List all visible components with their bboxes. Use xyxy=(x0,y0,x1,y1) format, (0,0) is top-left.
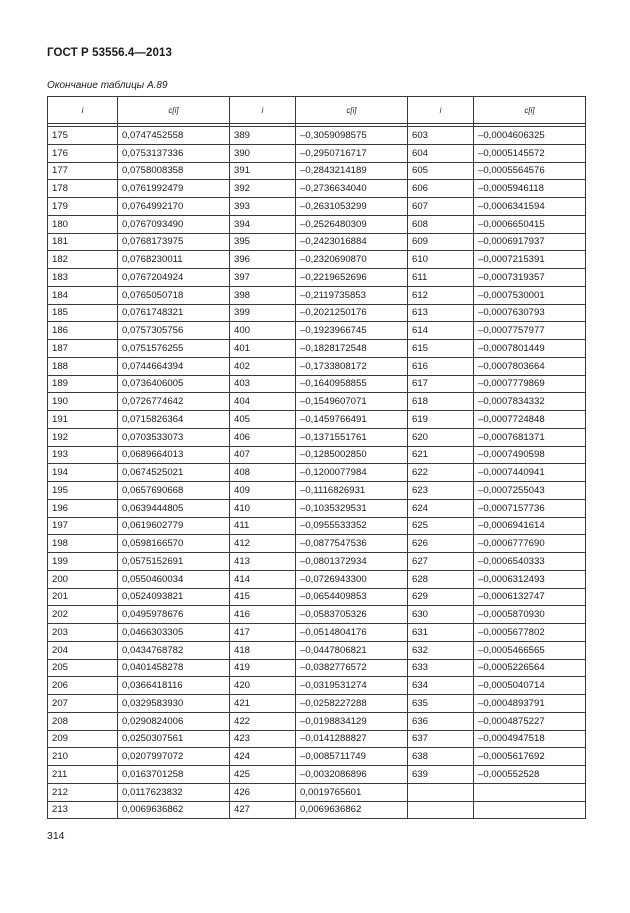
cell-ci-3: –0,0007724848 xyxy=(474,411,586,429)
cell-i-3 xyxy=(408,783,474,801)
cell-i-3: 629 xyxy=(408,588,474,606)
cell-i-2: 419 xyxy=(230,659,296,677)
cell-ci-3: –0,0004606325 xyxy=(474,127,586,145)
cell-ci-1: 0,0767204924 xyxy=(118,269,230,287)
header-ci-1: c[i] xyxy=(118,97,230,124)
cell-ci-1: 0,0715826364 xyxy=(118,411,230,429)
cell-i-2: 409 xyxy=(230,482,296,500)
cell-ci-2: –0,1640958855 xyxy=(296,375,408,393)
cell-ci-3: –0,0005466565 xyxy=(474,641,586,659)
cell-i-1: 209 xyxy=(48,730,118,748)
cell-ci-1: 0,0117623832 xyxy=(118,783,230,801)
page-number: 314 xyxy=(47,830,65,842)
cell-ci-2: –0,2021250176 xyxy=(296,304,408,322)
table-row xyxy=(48,340,586,358)
cell-ci-3: –0,0005677802 xyxy=(474,624,586,642)
cell-ci-3: –0,0006650415 xyxy=(474,215,586,233)
cell-ci-3: –0,0006917937 xyxy=(474,233,586,251)
cell-i-1: 192 xyxy=(48,428,118,446)
cell-ci-1: 0,0751576255 xyxy=(118,340,230,358)
cell-i-2: 411 xyxy=(230,517,296,535)
cell-i-1: 212 xyxy=(48,783,118,801)
table-row xyxy=(48,606,586,624)
table-row xyxy=(48,570,586,588)
cell-ci-2: –0,1200077984 xyxy=(296,464,408,482)
cell-ci-3: –0,0005145572 xyxy=(474,144,586,162)
cell-i-3: 614 xyxy=(408,322,474,340)
cell-i-3: 633 xyxy=(408,659,474,677)
cell-ci-1: 0,0366418116 xyxy=(118,677,230,695)
table-row xyxy=(48,677,586,695)
cell-ci-3: –0,0005040714 xyxy=(474,677,586,695)
cell-ci-1: 0,0290824006 xyxy=(118,712,230,730)
cell-i-3: 637 xyxy=(408,730,474,748)
cell-ci-1: 0,0639444805 xyxy=(118,499,230,517)
cell-i-2: 415 xyxy=(230,588,296,606)
cell-ci-3: –0,0007157736 xyxy=(474,499,586,517)
cell-ci-2: –0,2631053299 xyxy=(296,198,408,216)
cell-ci-2: –0,0447806821 xyxy=(296,641,408,659)
cell-ci-2: –0,1459766491 xyxy=(296,411,408,429)
cell-ci-2: –0,0032086896 xyxy=(296,766,408,784)
cell-ci-1: 0,0689664013 xyxy=(118,446,230,464)
cell-i-2: 397 xyxy=(230,269,296,287)
cell-ci-3: –0,0005564576 xyxy=(474,162,586,180)
table-row xyxy=(48,233,586,251)
cell-i-1: 184 xyxy=(48,286,118,304)
table-row xyxy=(48,304,586,322)
table-row xyxy=(48,695,586,713)
cell-i-1: 195 xyxy=(48,482,118,500)
cell-ci-2: –0,2119735853 xyxy=(296,286,408,304)
cell-ci-3: –0,0004875227 xyxy=(474,712,586,730)
cell-ci-1: 0,0744664394 xyxy=(118,357,230,375)
cell-i-2: 408 xyxy=(230,464,296,482)
cell-ci-2: 0,0069636862 xyxy=(296,801,408,819)
table-row xyxy=(48,553,586,571)
cell-ci-2: –0,2219652696 xyxy=(296,269,408,287)
cell-i-2: 402 xyxy=(230,357,296,375)
cell-i-2: 417 xyxy=(230,624,296,642)
cell-i-3: 617 xyxy=(408,375,474,393)
cell-ci-3: –0,0006941614 xyxy=(474,517,586,535)
cell-ci-1: 0,0758008358 xyxy=(118,162,230,180)
table-row xyxy=(48,464,586,482)
cell-ci-2: –0,2736634040 xyxy=(296,180,408,198)
header-i-3: i xyxy=(408,97,474,124)
cell-ci-3: –0,0007801449 xyxy=(474,340,586,358)
cell-ci-2: –0,0258227288 xyxy=(296,695,408,713)
cell-i-2: 423 xyxy=(230,730,296,748)
cell-ci-1: 0,0401458278 xyxy=(118,659,230,677)
cell-ci-1: 0,0736406005 xyxy=(118,375,230,393)
cell-i-1: 205 xyxy=(48,659,118,677)
cell-ci-2: –0,1371551761 xyxy=(296,428,408,446)
table-row xyxy=(48,783,586,801)
cell-i-2: 392 xyxy=(230,180,296,198)
cell-i-3: 607 xyxy=(408,198,474,216)
table-row xyxy=(48,269,586,287)
cell-ci-2: –0,2526480309 xyxy=(296,215,408,233)
cell-i-3: 639 xyxy=(408,766,474,784)
coefficients-table xyxy=(47,96,586,819)
cell-i-3: 605 xyxy=(408,162,474,180)
cell-i-3: 606 xyxy=(408,180,474,198)
cell-i-3: 610 xyxy=(408,251,474,269)
cell-i-1: 201 xyxy=(48,588,118,606)
cell-ci-3: –0,0007779869 xyxy=(474,375,586,393)
cell-i-1: 210 xyxy=(48,748,118,766)
cell-i-3: 603 xyxy=(408,127,474,145)
table-row xyxy=(48,517,586,535)
cell-i-1: 202 xyxy=(48,606,118,624)
cell-ci-1: 0,0657690668 xyxy=(118,482,230,500)
cell-i-2: 427 xyxy=(230,801,296,819)
cell-ci-3: –0,000552528 xyxy=(474,766,586,784)
table-row xyxy=(48,411,586,429)
cell-ci-1: 0,0550460034 xyxy=(118,570,230,588)
cell-i-3: 618 xyxy=(408,393,474,411)
cell-i-1: 203 xyxy=(48,624,118,642)
cell-ci-2: –0,1549607071 xyxy=(296,393,408,411)
cell-i-3: 634 xyxy=(408,677,474,695)
cell-ci-2: –0,2843214189 xyxy=(296,162,408,180)
table-row xyxy=(48,428,586,446)
cell-ci-2: 0,0019765601 xyxy=(296,783,408,801)
cell-ci-2: –0,0319531274 xyxy=(296,677,408,695)
cell-i-1: 204 xyxy=(48,641,118,659)
cell-i-3: 632 xyxy=(408,641,474,659)
cell-i-1: 186 xyxy=(48,322,118,340)
cell-i-2: 420 xyxy=(230,677,296,695)
cell-ci-2: –0,2950716717 xyxy=(296,144,408,162)
cell-i-2: 413 xyxy=(230,553,296,571)
cell-i-1: 187 xyxy=(48,340,118,358)
cell-i-2: 396 xyxy=(230,251,296,269)
cell-i-1: 200 xyxy=(48,570,118,588)
cell-i-2: 426 xyxy=(230,783,296,801)
cell-i-2: 422 xyxy=(230,712,296,730)
cell-ci-3: –0,0006540333 xyxy=(474,553,586,571)
cell-i-3: 638 xyxy=(408,748,474,766)
cell-i-3: 609 xyxy=(408,233,474,251)
table-row xyxy=(48,251,586,269)
cell-i-3: 611 xyxy=(408,269,474,287)
table-row xyxy=(48,641,586,659)
cell-ci-2: –0,0382776572 xyxy=(296,659,408,677)
cell-ci-1: 0,0619602779 xyxy=(118,517,230,535)
cell-ci-1: 0,0466303305 xyxy=(118,624,230,642)
cell-i-3: 624 xyxy=(408,499,474,517)
cell-ci-1: 0,0524093821 xyxy=(118,588,230,606)
cell-ci-3: –0,0006132747 xyxy=(474,588,586,606)
cell-i-1: 181 xyxy=(48,233,118,251)
cell-i-1: 193 xyxy=(48,446,118,464)
cell-ci-1: 0,0768230011 xyxy=(118,251,230,269)
cell-ci-2: –0,1285002850 xyxy=(296,446,408,464)
cell-ci-2: –0,1828172548 xyxy=(296,340,408,358)
cell-i-2: 391 xyxy=(230,162,296,180)
cell-ci-1: 0,0703533073 xyxy=(118,428,230,446)
table-row xyxy=(48,482,586,500)
cell-ci-3: –0,0004947518 xyxy=(474,730,586,748)
cell-i-2: 412 xyxy=(230,535,296,553)
cell-i-3: 608 xyxy=(408,215,474,233)
cell-ci-1: 0,0575152691 xyxy=(118,553,230,571)
cell-i-3: 626 xyxy=(408,535,474,553)
cell-i-2: 407 xyxy=(230,446,296,464)
cell-ci-1: 0,0761748321 xyxy=(118,304,230,322)
cell-ci-2: –0,0198834129 xyxy=(296,712,408,730)
cell-ci-3: –0,0005870930 xyxy=(474,606,586,624)
table-row xyxy=(48,180,586,198)
cell-i-1: 175 xyxy=(48,127,118,145)
cell-i-2: 405 xyxy=(230,411,296,429)
cell-i-2: 390 xyxy=(230,144,296,162)
cell-ci-1: 0,0765050718 xyxy=(118,286,230,304)
cell-ci-2: –0,0955533352 xyxy=(296,517,408,535)
cell-ci-3: –0,0005226564 xyxy=(474,659,586,677)
cell-i-1: 190 xyxy=(48,393,118,411)
table-row xyxy=(48,393,586,411)
table-row xyxy=(48,375,586,393)
cell-i-1: 178 xyxy=(48,180,118,198)
cell-ci-1: 0,0761992479 xyxy=(118,180,230,198)
cell-ci-3: –0,0007630793 xyxy=(474,304,586,322)
cell-i-3: 635 xyxy=(408,695,474,713)
cell-i-3: 628 xyxy=(408,570,474,588)
cell-i-2: 421 xyxy=(230,695,296,713)
cell-i-3: 622 xyxy=(408,464,474,482)
cell-i-3: 627 xyxy=(408,553,474,571)
cell-ci-3: –0,0007255043 xyxy=(474,482,586,500)
cell-ci-3: –0,0007803664 xyxy=(474,357,586,375)
table-row xyxy=(48,446,586,464)
cell-i-2: 401 xyxy=(230,340,296,358)
table-row xyxy=(48,659,586,677)
header-i-2: i xyxy=(230,97,296,124)
table-row xyxy=(48,748,586,766)
table-row xyxy=(48,712,586,730)
cell-ci-1: 0,0764992170 xyxy=(118,198,230,216)
cell-ci-2: –0,0654409853 xyxy=(296,588,408,606)
cell-i-3: 612 xyxy=(408,286,474,304)
table-row xyxy=(48,499,586,517)
cell-i-1: 199 xyxy=(48,553,118,571)
cell-i-3: 623 xyxy=(408,482,474,500)
header-i-1: i xyxy=(48,97,118,124)
table-row xyxy=(48,357,586,375)
cell-ci-2: –0,0085711749 xyxy=(296,748,408,766)
cell-ci-1: 0,0598166570 xyxy=(118,535,230,553)
table-row xyxy=(48,588,586,606)
cell-i-1: 198 xyxy=(48,535,118,553)
cell-ci-2: –0,2320690870 xyxy=(296,251,408,269)
cell-i-1: 183 xyxy=(48,269,118,287)
cell-ci-1: 0,0434768782 xyxy=(118,641,230,659)
table-row xyxy=(48,198,586,216)
cell-i-1: 188 xyxy=(48,357,118,375)
cell-i-2: 418 xyxy=(230,641,296,659)
cell-i-2: 399 xyxy=(230,304,296,322)
cell-ci-1: 0,0753137336 xyxy=(118,144,230,162)
cell-i-2: 400 xyxy=(230,322,296,340)
cell-ci-2: –0,0514804176 xyxy=(296,624,408,642)
table-row xyxy=(48,215,586,233)
cell-i-2: 395 xyxy=(230,233,296,251)
cell-i-2: 424 xyxy=(230,748,296,766)
cell-ci-3: –0,0004893791 xyxy=(474,695,586,713)
cell-ci-1: 0,0163701258 xyxy=(118,766,230,784)
cell-i-3 xyxy=(408,801,474,819)
document-header: ГОСТ Р 53556.4—2013 xyxy=(47,47,172,59)
cell-i-1: 189 xyxy=(48,375,118,393)
cell-ci-3: –0,0006341594 xyxy=(474,198,586,216)
cell-ci-2: –0,3059098575 xyxy=(296,127,408,145)
table-row xyxy=(48,766,586,784)
cell-i-2: 404 xyxy=(230,393,296,411)
cell-ci-1: 0,0250307561 xyxy=(118,730,230,748)
table-header-row xyxy=(48,97,586,124)
cell-ci-2: –0,1116826931 xyxy=(296,482,408,500)
cell-i-3: 621 xyxy=(408,446,474,464)
cell-ci-2: –0,0726943300 xyxy=(296,570,408,588)
cell-i-1: 211 xyxy=(48,766,118,784)
cell-ci-2: –0,1733808172 xyxy=(296,357,408,375)
cell-i-1: 208 xyxy=(48,712,118,730)
cell-ci-3: –0,0007530001 xyxy=(474,286,586,304)
cell-i-1: 176 xyxy=(48,144,118,162)
table-row xyxy=(48,127,586,145)
table-row xyxy=(48,624,586,642)
cell-i-2: 425 xyxy=(230,766,296,784)
table-row xyxy=(48,801,586,819)
header-ci-3: c[i] xyxy=(474,97,586,124)
cell-i-2: 416 xyxy=(230,606,296,624)
table-row xyxy=(48,144,586,162)
cell-ci-3: –0,0007440941 xyxy=(474,464,586,482)
cell-ci-3: –0,0007215391 xyxy=(474,251,586,269)
cell-i-1: 194 xyxy=(48,464,118,482)
cell-i-1: 213 xyxy=(48,801,118,819)
cell-ci-1: 0,0768173975 xyxy=(118,233,230,251)
cell-i-2: 406 xyxy=(230,428,296,446)
cell-ci-2: –0,0801372934 xyxy=(296,553,408,571)
table-row xyxy=(48,730,586,748)
cell-i-3: 615 xyxy=(408,340,474,358)
cell-i-2: 393 xyxy=(230,198,296,216)
cell-i-1: 185 xyxy=(48,304,118,322)
cell-i-3: 620 xyxy=(408,428,474,446)
cell-ci-1: 0,0726774642 xyxy=(118,393,230,411)
cell-ci-1: 0,0757305756 xyxy=(118,322,230,340)
cell-i-3: 619 xyxy=(408,411,474,429)
cell-ci-1: 0,0747452558 xyxy=(118,127,230,145)
cell-ci-1: 0,0069636862 xyxy=(118,801,230,819)
cell-ci-2: –0,1923966745 xyxy=(296,322,408,340)
cell-ci-3: –0,0007681371 xyxy=(474,428,586,446)
cell-ci-1: 0,0329583930 xyxy=(118,695,230,713)
cell-i-2: 389 xyxy=(230,127,296,145)
cell-i-3: 625 xyxy=(408,517,474,535)
table-row xyxy=(48,162,586,180)
cell-i-1: 196 xyxy=(48,499,118,517)
cell-i-2: 403 xyxy=(230,375,296,393)
cell-ci-3: –0,0007834332 xyxy=(474,393,586,411)
cell-i-1: 207 xyxy=(48,695,118,713)
cell-ci-1: 0,0495978676 xyxy=(118,606,230,624)
cell-i-1: 179 xyxy=(48,198,118,216)
cell-i-3: 631 xyxy=(408,624,474,642)
cell-i-1: 182 xyxy=(48,251,118,269)
cell-i-1: 191 xyxy=(48,411,118,429)
cell-ci-3: –0,0005617692 xyxy=(474,748,586,766)
cell-i-1: 177 xyxy=(48,162,118,180)
cell-i-3: 636 xyxy=(408,712,474,730)
cell-ci-3: –0,0006312493 xyxy=(474,570,586,588)
cell-i-1: 197 xyxy=(48,517,118,535)
cell-ci-2: –0,0583705326 xyxy=(296,606,408,624)
cell-ci-2: –0,0877547536 xyxy=(296,535,408,553)
cell-ci-3: –0,0007319357 xyxy=(474,269,586,287)
cell-i-2: 398 xyxy=(230,286,296,304)
cell-i-3: 630 xyxy=(408,606,474,624)
table-row xyxy=(48,286,586,304)
cell-i-1: 206 xyxy=(48,677,118,695)
cell-i-3: 616 xyxy=(408,357,474,375)
cell-ci-3 xyxy=(474,783,586,801)
cell-i-3: 613 xyxy=(408,304,474,322)
cell-ci-3 xyxy=(474,801,586,819)
cell-ci-1: 0,0207997072 xyxy=(118,748,230,766)
cell-i-2: 414 xyxy=(230,570,296,588)
header-ci-2: c[i] xyxy=(296,97,408,124)
cell-i-2: 410 xyxy=(230,499,296,517)
cell-ci-2: –0,0141288827 xyxy=(296,730,408,748)
cell-ci-1: 0,0674525021 xyxy=(118,464,230,482)
cell-ci-3: –0,0007490598 xyxy=(474,446,586,464)
cell-i-1: 180 xyxy=(48,215,118,233)
cell-ci-2: –0,2423016884 xyxy=(296,233,408,251)
cell-ci-2: –0,1035329531 xyxy=(296,499,408,517)
cell-ci-3: –0,0005946118 xyxy=(474,180,586,198)
table-caption: Окончание таблицы А.89 xyxy=(47,80,168,91)
cell-ci-3: –0,0007757977 xyxy=(474,322,586,340)
cell-i-2: 394 xyxy=(230,215,296,233)
cell-i-3: 604 xyxy=(408,144,474,162)
cell-ci-3: –0,0006777690 xyxy=(474,535,586,553)
cell-ci-1: 0,0767093490 xyxy=(118,215,230,233)
table-row xyxy=(48,535,586,553)
table-row xyxy=(48,322,586,340)
